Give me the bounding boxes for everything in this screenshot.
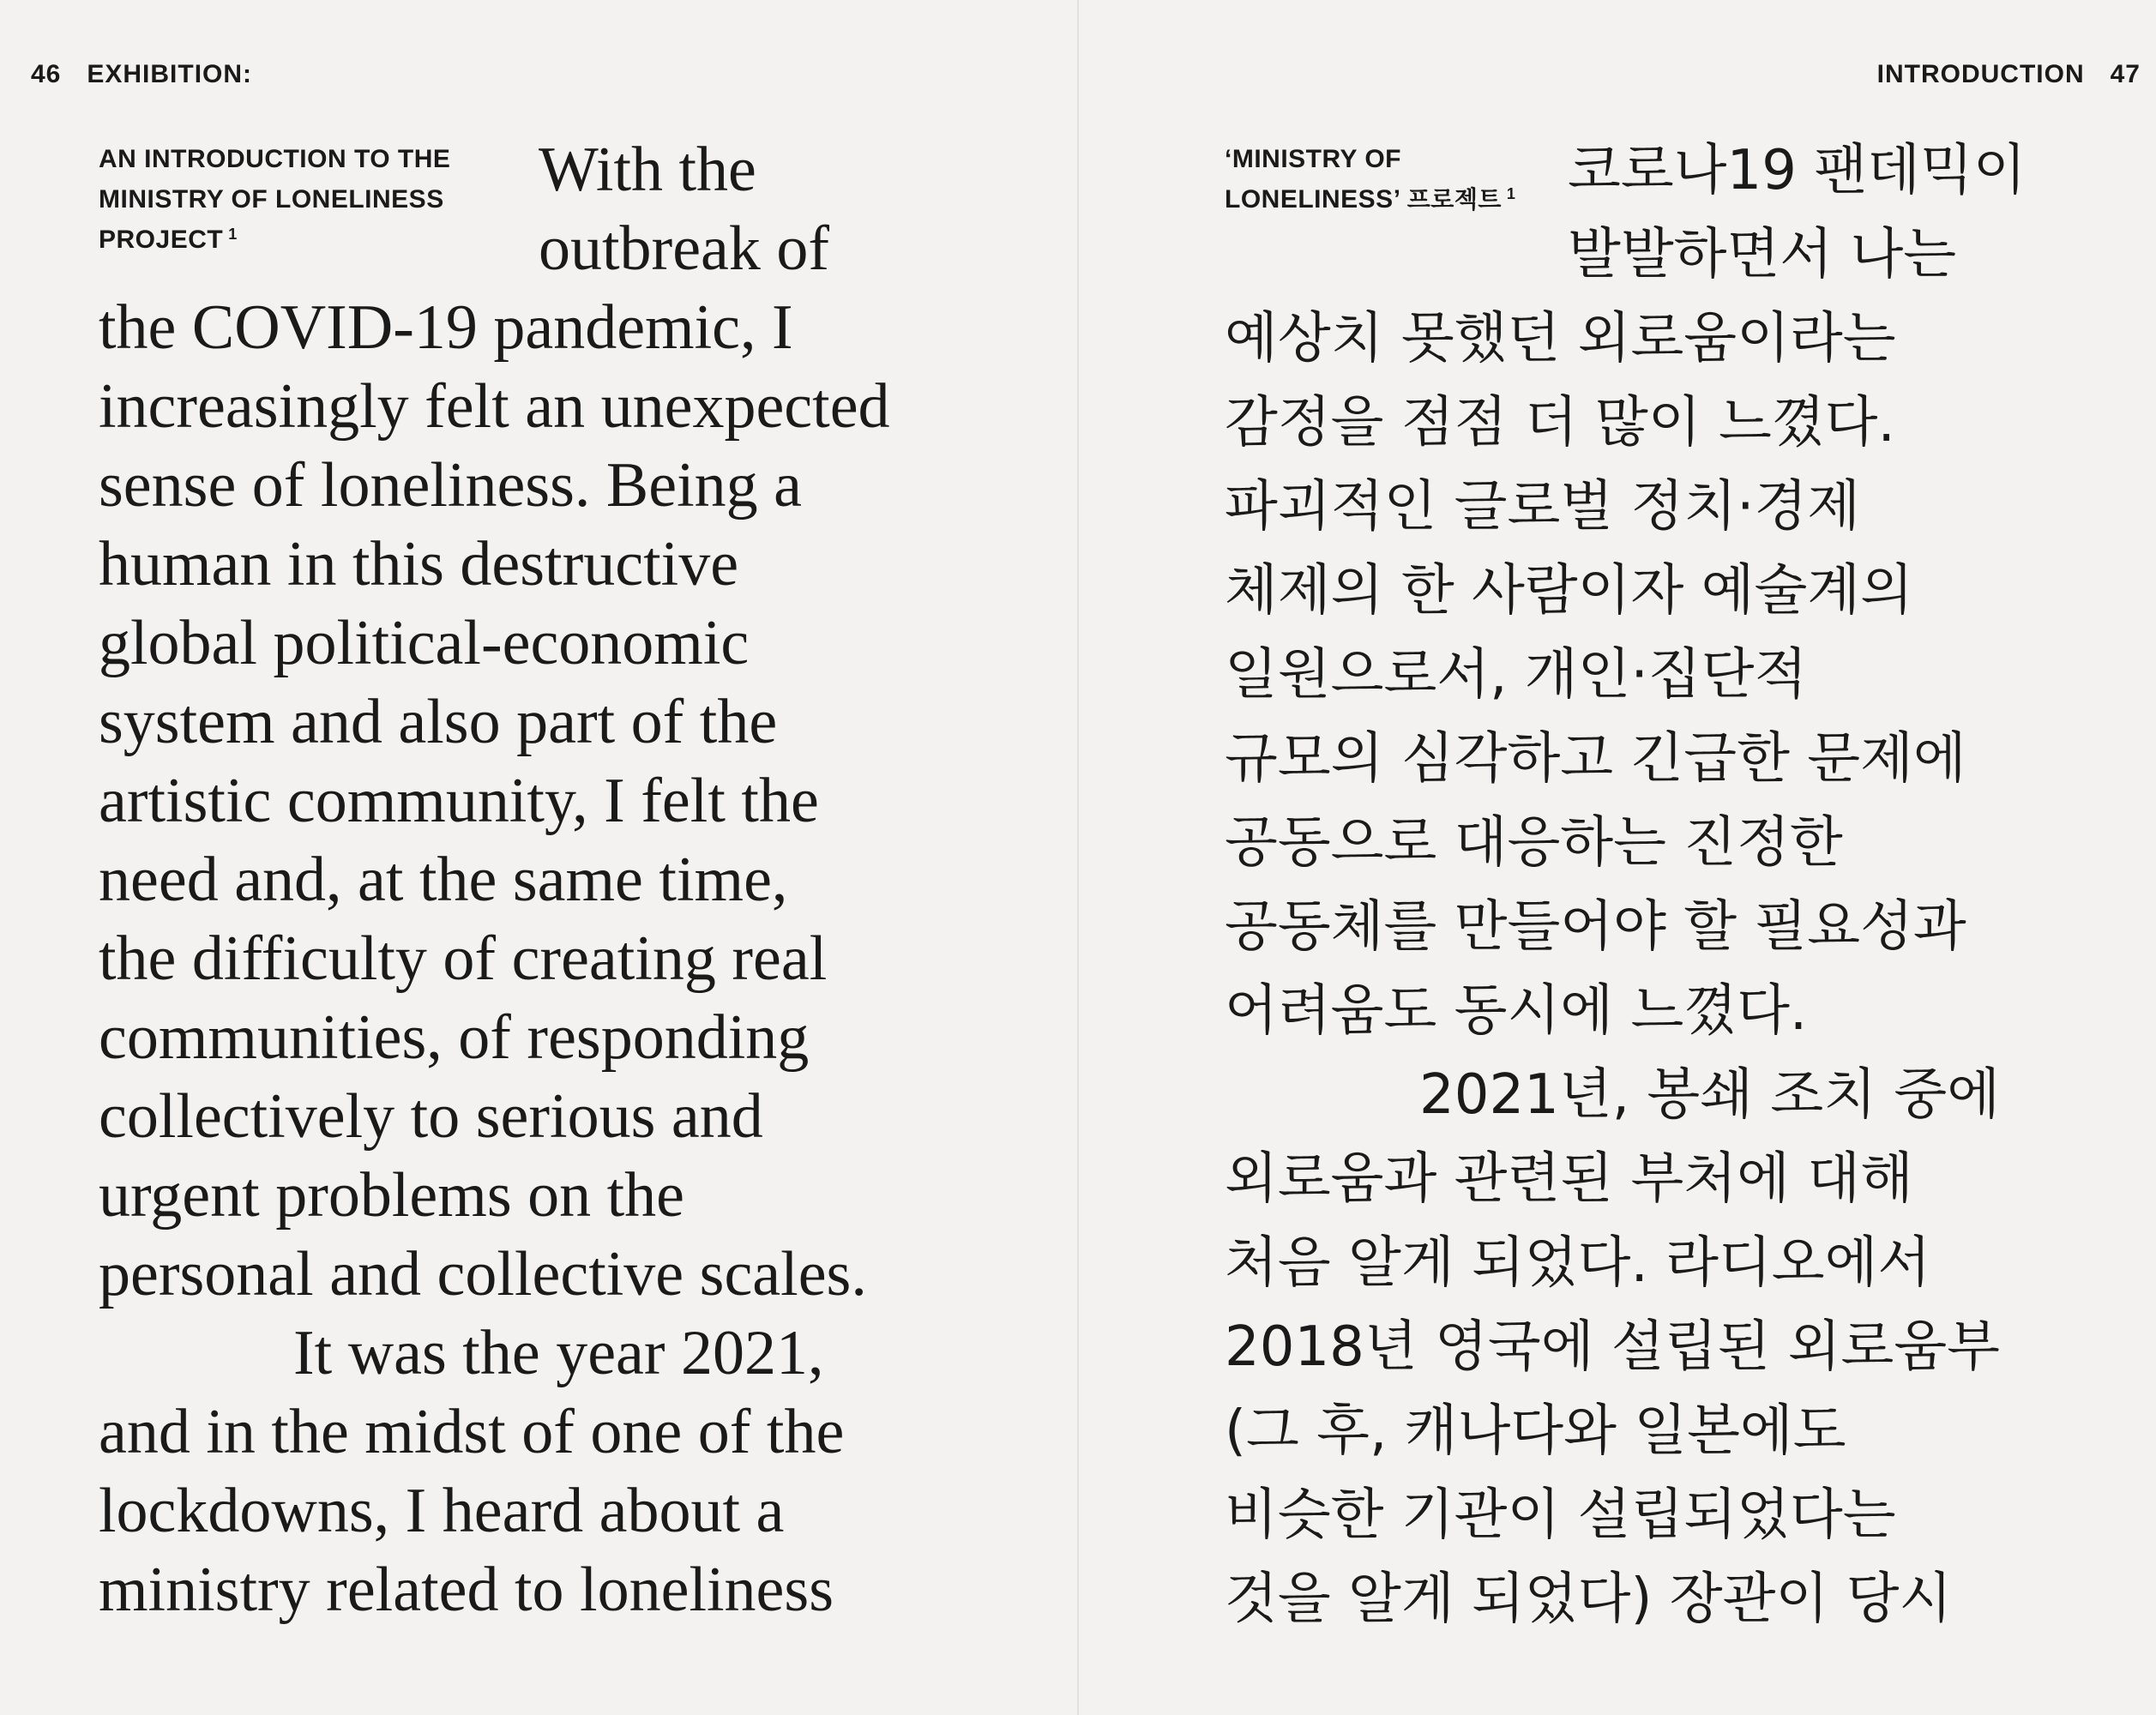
right-body-line: 예상치 못했던 외로움이라는 bbox=[1225, 307, 1896, 370]
right-body-line: 2021년, 봉쇄 조치 중에 bbox=[1419, 1063, 2001, 1127]
left-body-line: urgent problems on the bbox=[99, 1160, 685, 1231]
left-body-line: sense of loneliness. Being a bbox=[99, 450, 802, 521]
left-page-number: 46 bbox=[31, 60, 62, 88]
right-sidenote-line: LONELINESS’ 프로젝트 $^1$ bbox=[1225, 185, 1516, 214]
right-body-line: 일원으로서, 개인·집단적 bbox=[1225, 643, 1808, 707]
left-body-line: artistic community, I felt the bbox=[99, 766, 819, 836]
left-body-line: human in this destructive bbox=[99, 529, 739, 599]
right-body-line: 외로움과 관련된 부처에 대해 bbox=[1225, 1147, 1913, 1211]
left-page-header bbox=[31, 60, 252, 89]
left-body-line: system and also part of the bbox=[99, 687, 778, 757]
left-body-line: need and, at the same time, bbox=[99, 845, 788, 915]
footnote-mark: 1 bbox=[228, 226, 238, 243]
left-sidenote-line: PROJECT $^1$ bbox=[99, 226, 238, 254]
right-body-line: 것을 알게 되었다) 장관이 당시 bbox=[1225, 1568, 1953, 1631]
footnote-mark: 1 bbox=[1506, 185, 1516, 202]
right-sidenote-line: ‘MINISTRY OF bbox=[1225, 145, 1402, 173]
left-body-line: With the bbox=[539, 135, 756, 205]
right-body-line: (그 후, 캐나다와 일본에도 bbox=[1225, 1399, 1846, 1463]
right-page-number: 47 bbox=[2110, 60, 2141, 88]
left-body-line: the COVID-19 pandemic, I bbox=[99, 292, 793, 363]
left-body-line: lockdowns, I heard about a bbox=[99, 1476, 785, 1546]
right-page-header bbox=[1877, 60, 2141, 89]
left-body-line: collectively to serious and bbox=[99, 1081, 763, 1152]
left-body-line: outbreak of bbox=[539, 214, 830, 284]
right-body-line: 코로나19 팬데믹이 bbox=[1568, 139, 2027, 202]
left-body-line: communities, of responding bbox=[99, 1002, 810, 1073]
left-running-head: EXHIBITION: bbox=[87, 60, 253, 88]
right-body-line: 어려움도 동시에 느꼈다. bbox=[1225, 979, 1808, 1043]
left-body-line: and in the midst of one of the bbox=[99, 1397, 845, 1467]
right-running-head: INTRODUCTION bbox=[1876, 60, 2085, 88]
left-sidenote bbox=[99, 139, 450, 260]
right-body-line: 공동으로 대응하는 진정한 bbox=[1225, 811, 1843, 875]
left-sidenote-line: MINISTRY OF LONELINESS bbox=[99, 185, 444, 214]
right-body-line: 발발하면서 나는 bbox=[1568, 223, 1957, 286]
left-body-line: global political-economic bbox=[99, 608, 750, 678]
right-body-line: 비슷한 기관이 설립되었다는 bbox=[1225, 1483, 1896, 1547]
left-body-line: the difficulty of creating real bbox=[99, 924, 828, 994]
right-body-line: 처음 알게 되었다. 라디오에서 bbox=[1225, 1231, 1931, 1295]
right-sidenote bbox=[1225, 139, 1515, 220]
right-body-line: 공동체를 만들어야 할 필요성과 bbox=[1225, 895, 1966, 959]
right-body-line: 규모의 심각하고 긴급한 문제에 bbox=[1225, 727, 1966, 791]
right-body-line: 체제의 한 사람이자 예술계의 bbox=[1225, 559, 1913, 623]
left-body-line: increasingly felt an unexpected bbox=[99, 371, 890, 442]
right-body-line: 감정을 점점 더 많이 느꼈다. bbox=[1225, 391, 1895, 454]
left-body-line: It was the year 2021, bbox=[293, 1318, 824, 1388]
right-body-line: 2018년 영국에 설립된 외로움부 bbox=[1225, 1315, 2000, 1379]
left-sidenote-line: AN INTRODUCTION TO THE bbox=[99, 145, 451, 173]
left-body-line: ministry related to loneliness bbox=[99, 1555, 834, 1625]
left-body-line: personal and collective scales. bbox=[99, 1239, 867, 1309]
right-body-line: 파괴적인 글로벌 정치·경제 bbox=[1225, 475, 1861, 539]
page-gutter bbox=[1077, 0, 1079, 1715]
